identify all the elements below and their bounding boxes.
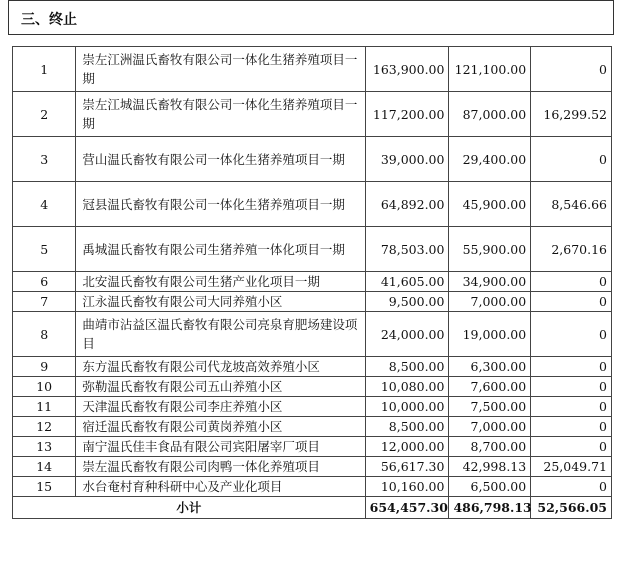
table-row — [13, 437, 612, 457]
total-planned: 654,457.30 — [365, 497, 449, 519]
committed-amount: 7,600.00 — [449, 377, 531, 397]
used-amount: 0 — [531, 417, 612, 437]
project-name: 天津温氏畜牧有限公司李庄养殖小区 — [76, 397, 365, 417]
committed-amount: 7,500.00 — [449, 397, 531, 417]
row-index: 12 — [13, 417, 76, 437]
total-used: 52,566.05 — [531, 497, 612, 519]
table-body — [13, 47, 612, 519]
project-name: 崇左江城温氏畜牧有限公司一体化生猪养殖项目一期 — [76, 92, 365, 137]
project-name: 水台奄村育种科研中心及产业化项目 — [76, 477, 365, 497]
planned-amount: 163,900.00 — [365, 47, 449, 92]
used-amount: 0 — [531, 272, 612, 292]
row-index: 15 — [13, 477, 76, 497]
used-amount: 0 — [531, 437, 612, 457]
table-row — [13, 397, 612, 417]
committed-amount: 19,000.00 — [449, 312, 531, 357]
planned-amount: 12,000.00 — [365, 437, 449, 457]
row-index: 14 — [13, 457, 76, 477]
table-row — [13, 227, 612, 272]
table-row — [13, 377, 612, 397]
used-amount: 0 — [531, 357, 612, 377]
table-row — [13, 457, 612, 477]
planned-amount: 39,000.00 — [365, 137, 449, 182]
project-name: 崇左江洲温氏畜牧有限公司一体化生猪养殖项目一期 — [76, 47, 365, 92]
committed-amount: 87,000.00 — [449, 92, 531, 137]
planned-amount: 24,000.00 — [365, 312, 449, 357]
row-index: 8 — [13, 312, 76, 357]
planned-amount: 8,500.00 — [365, 357, 449, 377]
project-name: 南宁温氏佳丰食品有限公司宾阳屠宰厂项目 — [76, 437, 365, 457]
project-name: 营山温氏畜牧有限公司一体化生猪养殖项目一期 — [76, 137, 365, 182]
project-name: 宿迁温氏畜牧有限公司黄岗养殖小区 — [76, 417, 365, 437]
table-row — [13, 137, 612, 182]
committed-amount: 7,000.00 — [449, 417, 531, 437]
used-amount: 0 — [531, 312, 612, 357]
section-header — [8, 0, 614, 35]
committed-amount: 7,000.00 — [449, 292, 531, 312]
planned-amount: 10,000.00 — [365, 397, 449, 417]
row-index: 5 — [13, 227, 76, 272]
planned-amount: 10,080.00 — [365, 377, 449, 397]
used-amount: 16,299.52 — [531, 92, 612, 137]
row-index: 9 — [13, 357, 76, 377]
committed-amount: 34,900.00 — [449, 272, 531, 292]
row-index: 2 — [13, 92, 76, 137]
used-amount: 0 — [531, 477, 612, 497]
row-index: 1 — [13, 47, 76, 92]
project-name: 曲靖市沾益区温氏畜牧有限公司亮泉育肥场建设项目 — [76, 312, 365, 357]
used-amount: 0 — [531, 292, 612, 312]
committed-amount: 55,900.00 — [449, 227, 531, 272]
used-amount: 2,670.16 — [531, 227, 612, 272]
table-row — [13, 47, 612, 92]
table-row — [13, 182, 612, 227]
row-index: 13 — [13, 437, 76, 457]
project-table — [12, 46, 612, 519]
used-amount: 0 — [531, 397, 612, 417]
project-name: 江永温氏畜牧有限公司大同养殖小区 — [76, 292, 365, 312]
row-index: 11 — [13, 397, 76, 417]
project-name: 崇左温氏畜牧有限公司肉鸭一体化养殖项目 — [76, 457, 365, 477]
used-amount: 25,049.71 — [531, 457, 612, 477]
table-row — [13, 92, 612, 137]
total-committed: 486,798.13 — [449, 497, 531, 519]
row-index: 7 — [13, 292, 76, 312]
table-row — [13, 477, 612, 497]
project-name: 北安温氏畜牧有限公司生猪产业化项目一期 — [76, 272, 365, 292]
table-row — [13, 292, 612, 312]
row-index: 4 — [13, 182, 76, 227]
row-index: 6 — [13, 272, 76, 292]
section-title: 三、终止 — [21, 12, 77, 28]
project-name: 弥勒温氏畜牧有限公司五山养殖小区 — [76, 377, 365, 397]
used-amount: 0 — [531, 377, 612, 397]
used-amount: 8,546.66 — [531, 182, 612, 227]
committed-amount: 121,100.00 — [449, 47, 531, 92]
project-name: 禹城温氏畜牧有限公司生猪养殖一体化项目一期 — [76, 227, 365, 272]
row-index: 3 — [13, 137, 76, 182]
total-row — [13, 497, 612, 519]
committed-amount: 8,700.00 — [449, 437, 531, 457]
row-index: 10 — [13, 377, 76, 397]
planned-amount: 64,892.00 — [365, 182, 449, 227]
committed-amount: 6,300.00 — [449, 357, 531, 377]
table-row — [13, 272, 612, 292]
project-name: 东方温氏畜牧有限公司代龙坡高效养殖小区 — [76, 357, 365, 377]
planned-amount: 41,605.00 — [365, 272, 449, 292]
table-row — [13, 312, 612, 357]
used-amount: 0 — [531, 137, 612, 182]
committed-amount: 45,900.00 — [449, 182, 531, 227]
planned-amount: 9,500.00 — [365, 292, 449, 312]
planned-amount: 56,617.30 — [365, 457, 449, 477]
planned-amount: 8,500.00 — [365, 417, 449, 437]
committed-amount: 29,400.00 — [449, 137, 531, 182]
total-label: 小计 — [13, 497, 366, 519]
table-row — [13, 357, 612, 377]
project-name: 冠县温氏畜牧有限公司一体化生猪养殖项目一期 — [76, 182, 365, 227]
committed-amount: 42,998.13 — [449, 457, 531, 477]
planned-amount: 117,200.00 — [365, 92, 449, 137]
used-amount: 0 — [531, 47, 612, 92]
table-row — [13, 417, 612, 437]
planned-amount: 78,503.00 — [365, 227, 449, 272]
committed-amount: 6,500.00 — [449, 477, 531, 497]
planned-amount: 10,160.00 — [365, 477, 449, 497]
